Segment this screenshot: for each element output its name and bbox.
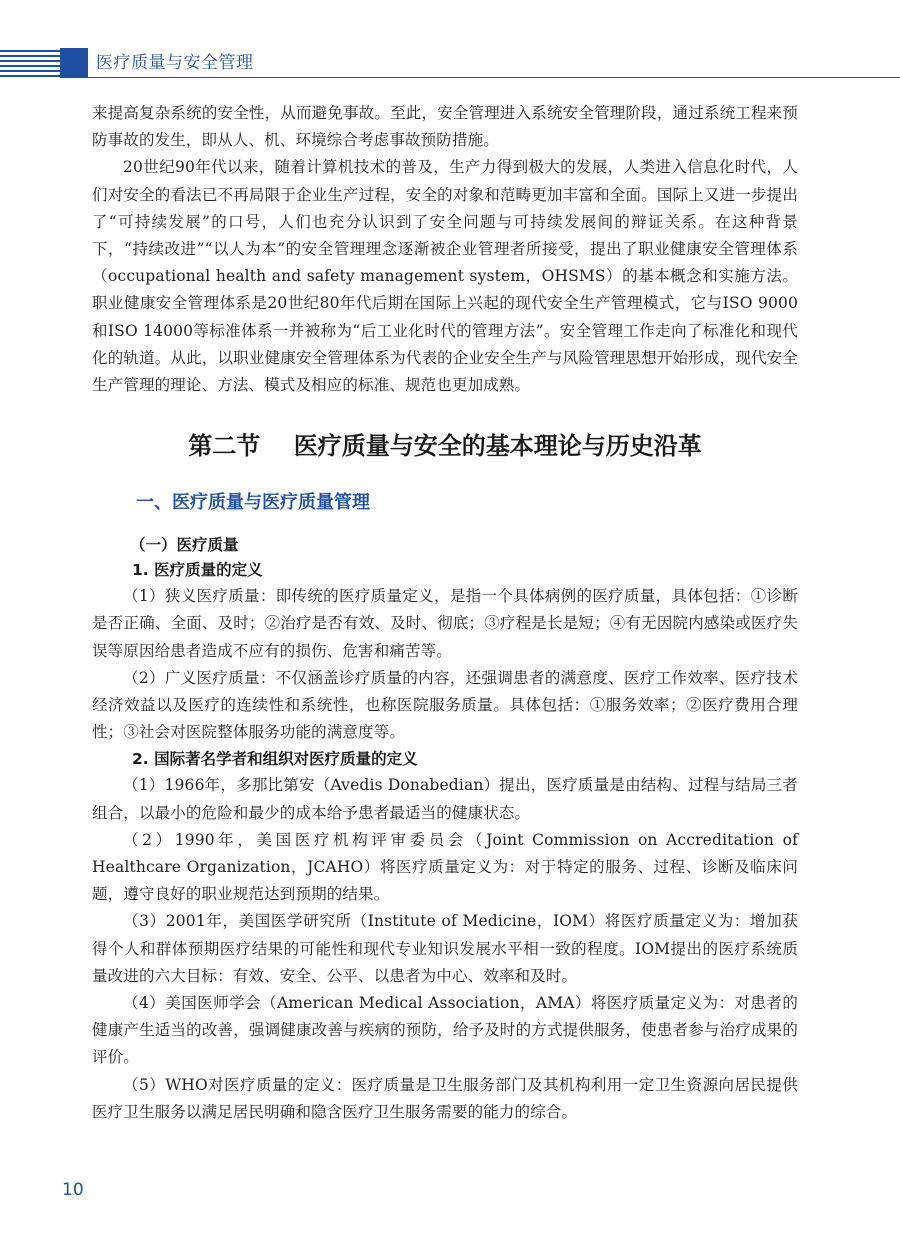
subsection-heading: 一、医疗质量与医疗质量管理 (136, 492, 370, 514)
scholars-paragraph: （2）1990年，美国医疗机构评审委员会（Joint Commission on Accreditation of Healthcare Organization，JCAHO）将医疗质量定义为：对于特定的服务、过程、诊断及临床问题，遵守良好的职业规范达到预期的结果。 (92, 830, 798, 904)
page-number: 10 (62, 1180, 84, 1200)
scholars-paragraph: （1）1966年，多那比第安（Avedis Donabedian）提出，医疗质量是由结构、过程与结局三者组合，以最小的危险和最少的成本给予患者最适当的健康状态。 (92, 776, 798, 822)
header-color-block (60, 48, 88, 78)
scholars-paragraph: （3）2001年，美国医学研究所（Institute of Medicine，IOM）将医疗质量定义为：增加获得个人和群体预期医疗结果的可能性和现代专业知识发展水平相一致的程度。IOM提出的医疗系统质量改进的六大目标：有效、安全、公平、以患者为中心、效率和及时。 (92, 912, 798, 985)
definition-paragraph: （2）广义医疗质量：不仅涵盖诊疗质量的内容，还强调患者的满意度、医疗工作效率、医疗技术经济效益以及医疗的连续性和系统性，也称医院服务质量。具体包括：①服务效率；②医疗费用合理性；③社会对医院整体服务功能的满意度等。 (92, 668, 798, 742)
intro-paragraph-continued: 来提高复杂系统的安全性，从而避免事故。至此，安全管理进入系统安全管理阶段，通过系统工程来预防事故的发生，即从人、机、环境综合考虑事故预防措施。 (92, 104, 798, 150)
scholars-heading: 2. 国际著名学者和组织对医疗质量的定义 (132, 750, 418, 769)
page-body (92, 100, 798, 1126)
running-header (0, 48, 900, 78)
section-heading: 第二节 医疗质量与安全的基本理论与历史沿革 (188, 432, 702, 461)
running-header-title: 医疗质量与安全管理 (96, 53, 254, 73)
intro-paragraph: 20世纪90年代以来，随着计算机技术的普及，生产力得到极大的发展，人类进入信息化时代，人们对安全的看法已不再局限于企业生产过程，安全的对象和范畴更加丰富和全面。国际上又进一步提出了“可持续发展”的口号，人们也充分认识到了安全问题与可持续发展间的辩证关系。在这种背景下，“持续改进”“以人为本”的安全管理理念逐渐被企业管理者所接受，提出了职业健康安全管理体系（occupational health and safety management system，OHSMS）的基本概念和实施方法。职业健康安全管理体系是20世纪80年代后期在国际上兴起的现代安全生产管理模式，它与ISO 9000和ISO 14000等标准体系一并被称为“后工业化时代的管理方法”。安全管理工作走向了标准化和现代化的轨道。从此，以职业健康安全管理体系为代表的企业安全生产与风险管理思想开始形成，现代安全生产管理的理论、方法、模式及相应的标准、规范也更加成熟。 (92, 158, 798, 395)
level3-heading: （一）医疗质量 (130, 536, 239, 555)
definition-paragraph: （1）狭义医疗质量：即传统的医疗质量定义，是指一个具体病例的医疗质量，具体包括：①诊断是否正确、全面、及时；②治疗是否有效、及时、彻底；③疗程是长是短；④有无因院内感染或医疗失误等原因给患者造成不应有的损伤、危害和痛苦等。 (92, 587, 798, 660)
scholars-paragraph: （4）美国医师学会（American Medical Association，AMA）将医疗质量定义为：对患者的健康产生适当的改善，强调健康改善与疾病的预防，给予及时的方式提供服务，使患者参与治疗成果的评价。 (92, 994, 798, 1067)
definition-heading: 1. 医疗质量的定义 (132, 561, 263, 580)
scholars-paragraph: （5）WHO对医疗质量的定义：医疗质量是卫生服务部门及其机构利用一定卫生资源向居民提供医疗卫生服务以满足居民明确和隐含医疗卫生服务需要的能力的综合。 (92, 1075, 798, 1121)
header-stripes-decoration (0, 48, 60, 78)
header-rule (88, 77, 900, 78)
